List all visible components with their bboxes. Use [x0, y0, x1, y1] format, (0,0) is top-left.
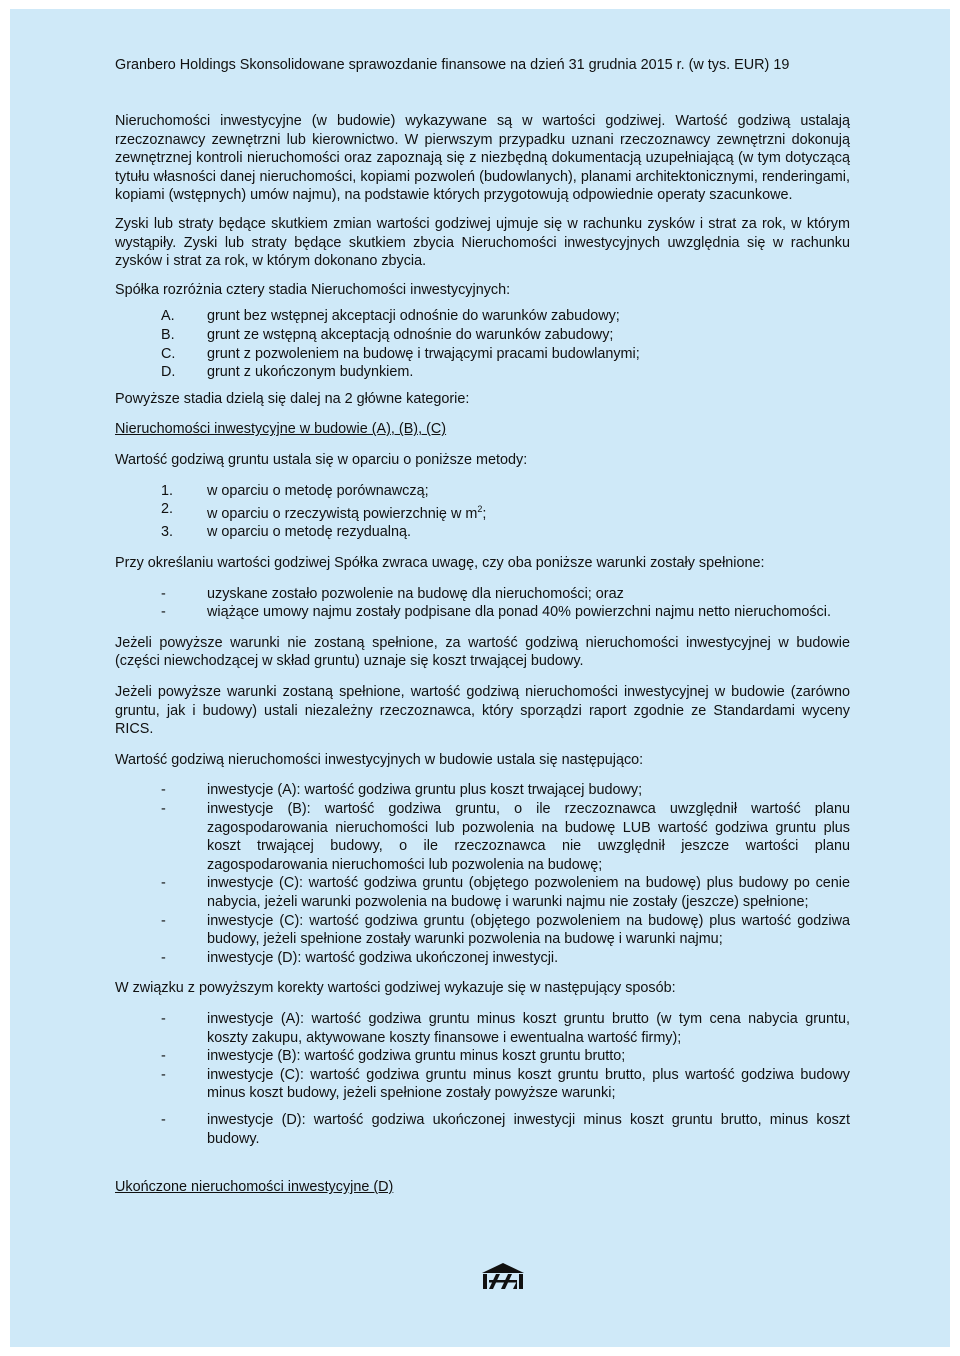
list-item-text: inwestycje (A): wartość godziwa gruntu minus koszt gruntu brutto (w tym cena nabycia gruntu, koszty zakupu, aktywowane koszty finansowe i ewentualna wartość firmy);	[207, 1010, 850, 1046]
list-marker: -	[161, 1111, 166, 1128]
list-item-text: inwestycje (C): wartość godziwa gruntu (objętego pozwoleniem na budowę) plus wartość godziwa budowy, jeżeli spełnione zostały warunki pozwolenia na budowę i warunki najmu;	[207, 912, 850, 948]
list-item	[161, 603, 850, 622]
running-header: Granbero Holdings Skonsolidowane sprawozdanie finansowe na dzień 31 grudnia 2015 r. (w tys. EUR) 19	[115, 57, 790, 73]
list-marker: -	[161, 782, 166, 799]
list-marker: -	[161, 875, 166, 892]
list-marker: -	[161, 1048, 166, 1065]
method-text: w oparciu o rzeczywistą powierzchnię w m	[207, 505, 478, 522]
list-item-text: w oparciu o metodę porównawczą;	[207, 482, 429, 499]
list-item	[161, 1066, 850, 1103]
list-item	[161, 1111, 850, 1148]
list-item-text: grunt z ukończonym budynkiem.	[207, 364, 414, 381]
list-marker: A.	[161, 308, 175, 325]
list-item	[161, 912, 850, 949]
paragraph-conditions-not-met: Jeżeli powyższe warunki nie zostaną spełnione, za wartość godziwą nieruchomości inwestycyjnej w budowie (części niewchodzącej w skład gruntu) uznaje się koszt trwającej budowy.	[115, 634, 850, 670]
list-marker: -	[161, 801, 166, 818]
valuation-list	[161, 781, 850, 967]
paragraph-methods-intro: Wartość godziwą gruntu ustala się w oparciu o poniższe metody:	[115, 451, 528, 468]
list-item-text: grunt z pozwoleniem na budowę i trwającymi pracami budowlanymi;	[207, 345, 640, 362]
granbero-logo-icon	[480, 1261, 526, 1296]
method-tail: ;	[482, 505, 487, 522]
list-item	[161, 523, 850, 542]
list-item	[161, 874, 850, 911]
paragraph-conditions-intro: Przy określaniu wartości godziwej Spółka zwraca uwagę, czy oba poniższe warunki zostały spełnione:	[115, 555, 765, 572]
methods-list	[161, 482, 850, 543]
list-item	[161, 949, 850, 968]
list-marker: -	[161, 1010, 166, 1027]
list-marker: B.	[161, 326, 175, 343]
paragraph-valuation-intro: Nieruchomości inwestycyjne (w budowie) wykazywane są w wartości godziwej. Wartość godziwą ustalają rzeczoznawcy zewnętrzni lub kierownictwo. W pierwszym przypadku uznani rzeczoznawcy zewnętrzni dokonują zewnętrznej kontroli nieruchomości oraz zapoznają się z niezbędną dokumentacją uzupełniającą (w tym dotyczącą tytułu własności danej nieruchomości, kopiami pozwoleń (budowlanych), planami architektonicznymi, renderingami, kopiami (wstępnych) umów najmu), na podstawie których przygotowują odpowiednie operaty szacunkowe.	[115, 113, 850, 204]
list-item	[161, 363, 850, 382]
list-item-text: inwestycje (D): wartość godziwa ukończonej inwestycji minus koszt gruntu brutto, minus koszt budowy.	[207, 1111, 850, 1147]
list-item-text: inwestycje (C): wartość godziwa gruntu minus koszt gruntu brutto, plus wartość godziwa budowy minus koszt budowy, jeżeli spełnione zostały powyższe warunki;	[207, 1066, 850, 1102]
list-marker: -	[161, 949, 166, 966]
superscript: 2	[477, 504, 483, 515]
paragraph-corrections-intro: W związku z powyższym korekty wartości godziwej wykazuje się w następujący sposób:	[115, 980, 676, 997]
list-item-text: inwestycje (B): wartość godziwa gruntu, o ile rzeczoznawca uwzględnił wartość planu zagospodarowania nieruchomości lub pozwolenia na budowę LUB wartość godziwa gruntu plus koszt trwającej budowy, o ile rzeczoznawca nie uwzględnił jeszcze wartości planu zagospodarowania nieruchomości lub pozwolenia na budowę;	[207, 801, 850, 873]
paragraph-conditions-met: Jeżeli powyższe warunki zostaną spełnione, wartość godziwą nieruchomości inwestycyjnej w budowie (zarówno gruntu, jak i budowy) ustali niezależny rzeczoznawca, który sporządzi raport zgodnie ze Standardami wyceny RICS.	[115, 684, 850, 738]
list-item-text: grunt ze wstępną akceptacją odnośnie do warunków zabudowy;	[207, 326, 614, 343]
list-item	[161, 307, 850, 326]
document-page	[10, 9, 950, 1347]
list-item	[161, 1047, 850, 1066]
list-item-text: inwestycje (A): wartość godziwa gruntu plus koszt trwającej budowy;	[207, 782, 643, 799]
list-item-text	[207, 500, 850, 523]
list-marker: C.	[161, 345, 176, 362]
list-marker: 2.	[161, 501, 174, 518]
list-item	[161, 1010, 850, 1047]
stages-list	[161, 307, 850, 381]
list-item	[161, 500, 850, 523]
list-item	[161, 781, 850, 800]
list-item	[161, 482, 850, 501]
list-item	[161, 585, 850, 604]
list-marker: 3.	[161, 524, 174, 541]
spacer	[115, 1148, 850, 1178]
section-heading-under-construction: Nieruchomości inwestycyjne w budowie (A), (B), (C)	[115, 421, 447, 438]
section-heading-completed: Ukończone nieruchomości inwestycyjne (D)	[115, 1179, 394, 1196]
list-marker: D.	[161, 364, 176, 381]
list-marker: -	[161, 912, 166, 929]
list-item-text: grunt bez wstępnej akceptacji odnośnie do warunków zabudowy;	[207, 308, 620, 325]
paragraph-stages-intro: Spółka rozróżnia cztery stadia Nieruchomości inwestycyjnych:	[115, 281, 511, 298]
list-item	[161, 800, 850, 874]
list-item-text: w oparciu o metodę rezydualną.	[207, 524, 411, 541]
paragraph-gains-losses: Zyski lub straty będące skutkiem zmian wartości godziwej ujmuje się w rachunku zysków i strat za rok, w którym wystąpiły. Zyski lub straty będące skutkiem zbycia Nieruchomości inwestycyjnych uwzględnia się w rachunku zysków i strat za rok, w którym dokonano zbycia.	[115, 215, 850, 270]
list-item-text: inwestycje (B): wartość godziwa gruntu minus koszt gruntu brutto;	[207, 1048, 626, 1065]
list-marker: -	[161, 1066, 166, 1083]
conditions-list	[161, 585, 850, 622]
list-marker: 1.	[161, 482, 174, 499]
list-item-text: inwestycje (D): wartość godziwa ukończonej inwestycji.	[207, 949, 559, 966]
list-item-text: uzyskane zostało pozwolenie na budowę dla nieruchomości; oraz	[207, 585, 624, 602]
list-item	[161, 326, 850, 345]
paragraph-categories: Powyższe stadia dzielą się dalej na 2 główne kategorie:	[115, 390, 470, 407]
corrections-list	[161, 1010, 850, 1103]
list-item-text: wiążące umowy najmu zostały podpisane dla ponad 40% powierzchni najmu netto nieruchomości.	[207, 604, 831, 621]
document-body	[115, 112, 850, 1207]
paragraph-valuation-method: Wartość godziwą nieruchomości inwestycyjnych w budowie ustala się następująco:	[115, 751, 644, 768]
list-marker: -	[161, 585, 166, 602]
list-item-text: inwestycje (C): wartość godziwa gruntu (objętego pozwoleniem na budowę) plus budowy po cenie nabycia, jeżeli warunki pozwolenia na budowę i warunki najmu nie zostały (jeszcze) spełnione;	[207, 875, 850, 910]
logo-svg	[480, 1261, 526, 1291]
list-marker: -	[161, 604, 166, 621]
list-item	[161, 345, 850, 364]
corrections-list-d	[161, 1111, 850, 1148]
